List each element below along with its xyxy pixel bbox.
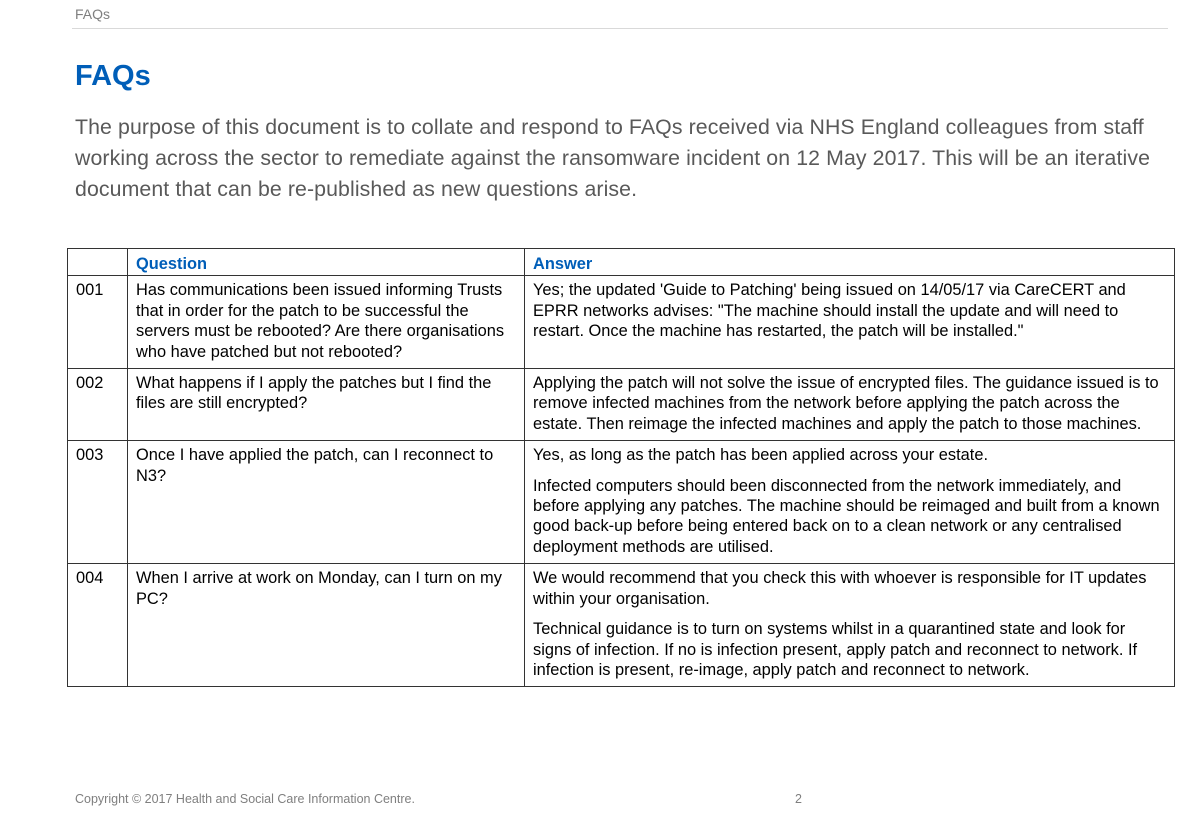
footer-copyright: Copyright © 2017 Health and Social Care Information Centre. — [75, 792, 415, 806]
faq-question: What happens if I apply the patches but I find the files are still encrypted? — [128, 369, 525, 441]
faq-answer — [525, 441, 1175, 564]
question-column-header: Question — [128, 249, 525, 276]
faq-question: Has communications been issued informing Trusts that in order for the patch to be successful the servers must be rebooted? Are there organisations who have patched but not rebooted? — [128, 276, 525, 369]
faq-answer-paragraph: We would recommend that you check this with whoever is responsible for IT updates within your organisation. — [533, 569, 1147, 608]
faq-answer-paragraph: Yes; the updated 'Guide to Patching' being issued on 14/05/17 via CareCERT and EPRR networks advises: "The machine should install the update and will need to restart. Once the machine has restarted, the patch will be installed." — [533, 281, 1126, 341]
table-row — [68, 369, 1175, 441]
table-row — [68, 276, 1175, 369]
faq-answer — [525, 564, 1175, 687]
faq-question: When I arrive at work on Monday, can I turn on my PC? — [128, 564, 525, 687]
table-row — [68, 564, 1175, 687]
intro-paragraph: The purpose of this document is to collate and respond to FAQs received via NHS England colleagues from staff working across the sector to remediate against the ransomware incident on 12 May 2017. This will be an iterative document that can be re-published as new questions arise. — [75, 115, 1151, 201]
faq-answer-paragraph: Infected computers should been disconnected from the network immediately, and before applying any patches. The machine should be reimaged and built from a known good back-up before being entered back on to a clean network or any centralised deployment methods are utilised. — [533, 476, 1160, 556]
faq-id: 001 — [68, 276, 128, 369]
faq-answer-paragraph: Technical guidance is to turn on systems whilst in a quarantined state and look for signs of infection. If no is infection present, apply patch and reconnect to network. If infection is present, re-image, apply patch and reconnect to network. — [533, 620, 1138, 679]
answer-column-header: Answer — [525, 249, 1175, 276]
page-title: FAQs — [75, 60, 151, 92]
faq-table — [67, 248, 1175, 687]
id-column-header — [68, 249, 128, 276]
faq-answer-paragraph: Applying the patch will not solve the issue of encrypted files. The guidance issued is to remove infected machines from the network before applying the patch across the estate. Then reimage the infected machines and apply the patch to those machines. — [533, 374, 1159, 433]
page-number: 2 — [795, 792, 802, 806]
table-row — [68, 441, 1175, 564]
running-header: FAQs — [75, 6, 111, 22]
faq-id: 004 — [68, 564, 128, 687]
faq-question: Once I have applied the patch, can I reconnect to N3? — [128, 441, 525, 564]
faq-id: 002 — [68, 369, 128, 441]
faq-answer — [525, 369, 1175, 441]
faq-answer — [525, 276, 1175, 369]
faq-answer-paragraph: Yes, as long as the patch has been applied across your estate. — [533, 446, 988, 465]
faq-id: 003 — [68, 441, 128, 564]
header-divider — [72, 28, 1168, 29]
faq-header-row — [68, 249, 1175, 276]
